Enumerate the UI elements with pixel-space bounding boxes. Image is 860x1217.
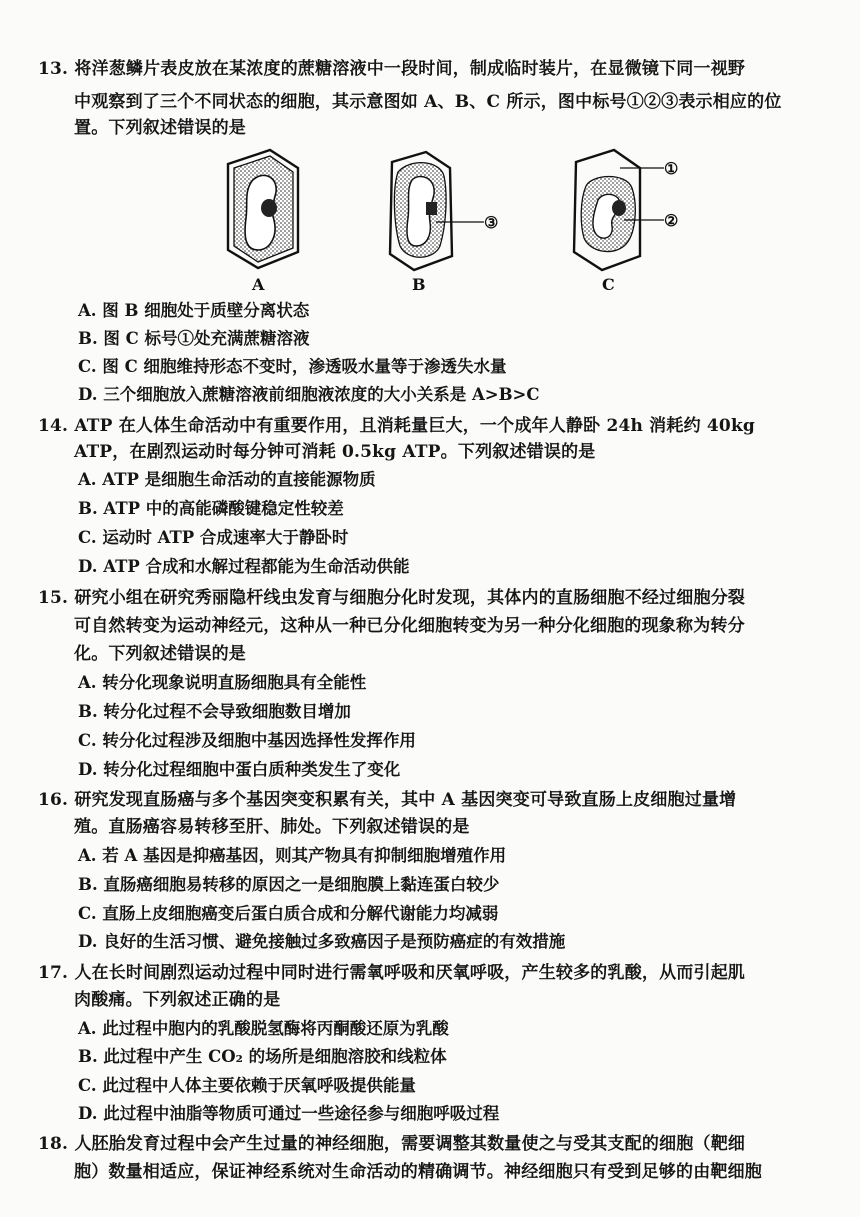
q15-stem-line-3: 化。下列叙述错误的是 [74, 644, 246, 664]
marker-1: ① [664, 159, 679, 178]
q13-option-b: B. 图 C 标号①处充满蔗糖溶液 [78, 329, 310, 348]
q16-option-d: D. 良好的生活习惯、避免接触过多致癌因子是预防癌症的有效措施 [78, 932, 566, 951]
q17-option-c: C. 此过程中人体主要依赖于厌氧呼吸提供能量 [78, 1076, 416, 1095]
q17-stem-line-1 [38, 960, 745, 986]
q13-option-d: D. 三个细胞放入蔗糖溶液前细胞液浓度的大小关系是 A>B>C [78, 385, 540, 404]
cell-c [574, 150, 678, 294]
q16-option-b: B. 直肠癌细胞易转移的原因之一是细胞膜上黏连蛋白较少 [78, 875, 500, 894]
marker-3: ③ [484, 213, 499, 232]
q13-stem-line-2: 中观察到了三个不同状态的细胞，其示意图如 A、B、C 所示，图中标号①②③表示相应的位 [74, 92, 782, 112]
q14-stem-text-1: ATP 在人体生命活动中有重要作用，且消耗量巨大，一个成年人静卧 24h 消耗约 40kg [74, 416, 756, 436]
q17-stem-text-1: 人在长时间剧烈运动过程中同时进行需氧呼吸和厌氧呼吸，产生较多的乳酸，从而引起肌 [74, 963, 746, 983]
q16-stem-line-1 [38, 787, 736, 813]
q16-option-c: C. 直肠上皮细胞癌变后蛋白质合成和分解代谢能力均减弱 [78, 904, 499, 923]
q13-option-c: C. 图 C 细胞维持形态不变时，渗透吸水量等于渗透失水量 [78, 357, 507, 376]
q18-stem-line-2: 胞）数量相适应，保证神经系统对生命活动的精确调节。神经细胞只有受到足够的由靶细胞 [74, 1162, 762, 1182]
q15-stem-text-1: 研究小组在研究秀丽隐杆线虫发育与细胞分化时发现，其体内的直肠细胞不经过细胞分裂 [74, 588, 746, 608]
q13-cell-figure [200, 146, 700, 296]
q14-stem-line-2: ATP，在剧烈运动时每分钟可消耗 0.5kg ATP。下列叙述错误的是 [74, 442, 596, 462]
q15-option-d: D. 转分化过程细胞中蛋白质种类发生了变化 [78, 760, 401, 779]
q16-option-a: A. 若 A 基因是抑癌基因，则其产物具有抑制细胞增殖作用 [78, 846, 507, 865]
q16-number: 16. [38, 790, 69, 810]
q15-number: 15. [38, 588, 69, 608]
q15-stem-line-2: 可自然转变为运动神经元，这种从一种已分化细胞转变为另一种分化细胞的现象称为转分 [74, 616, 745, 636]
q16-stem-text-1: 研究发现直肠癌与多个基因突变积累有关，其中 A 基因突变可导致直肠上皮细胞过量增 [74, 790, 737, 810]
cell-b [390, 152, 498, 294]
q13-option-a: A. 图 B 细胞处于质壁分离状态 [78, 301, 310, 320]
q16-stem-line-2: 殖。直肠癌容易转移至肝、肺处。下列叙述错误的是 [74, 817, 470, 837]
marker-2: ② [664, 211, 679, 230]
q17-option-d: D. 此过程中油脂等物质可通过一些途径参与细胞呼吸过程 [78, 1104, 500, 1123]
q13-stem-text-1: 将洋葱鳞片表皮放在某浓度的蔗糖溶液中一段时间，制成临时装片，在显微镜下同一视野 [74, 59, 746, 79]
q14-number: 14. [38, 416, 69, 436]
q15-stem-line-1 [38, 585, 745, 611]
q15-option-c: C. 转分化过程涉及细胞中基因选择性发挥作用 [78, 731, 416, 750]
cell-a [228, 150, 298, 294]
q18-number: 18. [38, 1134, 69, 1154]
q14-option-c: C. 运动时 ATP 合成速率大于静卧时 [78, 528, 349, 547]
cell-c-label: C [602, 275, 615, 294]
q14-option-d: D. ATP 合成和水解过程都能为生命活动供能 [78, 557, 410, 576]
q13-stem-line-3: 置。下列叙述错误的是 [74, 118, 246, 138]
q14-stem-line-1 [38, 413, 755, 439]
q18-stem-line-1 [38, 1131, 745, 1157]
q17-number: 17. [38, 963, 69, 983]
q13-number: 13. [38, 59, 69, 79]
q17-option-b: B. 此过程中产生 CO₂ 的场所是细胞溶胶和线粒体 [78, 1047, 447, 1066]
q14-option-b: B. ATP 中的高能磷酸键稳定性较差 [78, 499, 344, 518]
cell-a-label: A [252, 275, 265, 294]
q13-stem-line-1 [38, 56, 745, 82]
q15-option-b: B. 转分化过程不会导致细胞数目增加 [78, 702, 351, 721]
plasmolysis-diagram [200, 146, 700, 296]
q18-stem-text-1: 人胚胎发育过程中会产生过量的神经细胞，需要调整其数量使之与受其支配的细胞（靶细 [74, 1134, 746, 1154]
q14-option-a: A. ATP 是细胞生命活动的直接能源物质 [78, 470, 376, 489]
q17-stem-line-2: 肉酸痛。下列叙述正确的是 [74, 990, 281, 1010]
cell-b-label: B [412, 275, 426, 294]
q15-option-a: A. 转分化现象说明直肠细胞具有全能性 [78, 673, 367, 692]
q17-option-a: A. 此过程中胞内的乳酸脱氢酶将丙酮酸还原为乳酸 [78, 1019, 449, 1038]
